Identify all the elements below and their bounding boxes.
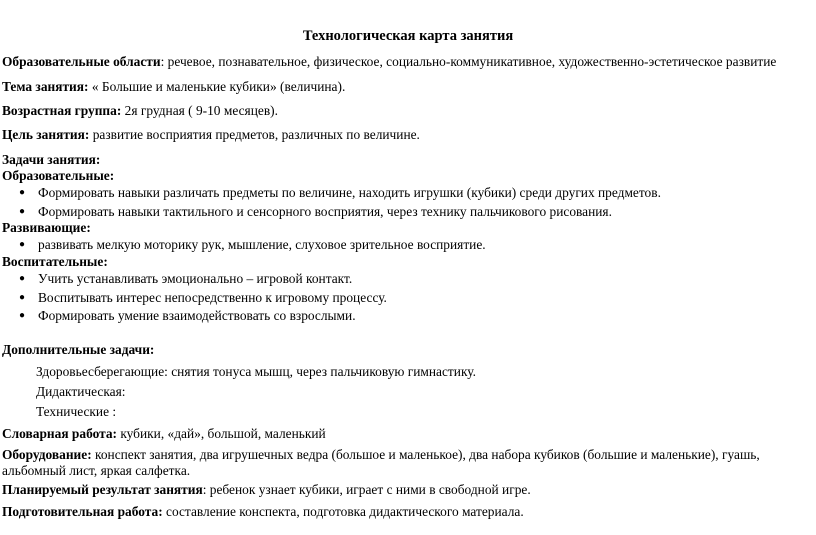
vocab-label: Словарная работа: <box>2 426 117 441</box>
additional-item-2: Дидактическая: <box>36 384 126 399</box>
tasks-heading: Задачи занятия: <box>2 152 101 167</box>
bullet-icon: ● <box>18 187 26 198</box>
document-title: Технологическая карта занятия <box>302 28 514 44</box>
goal-line <box>2 127 812 143</box>
result-line <box>2 482 812 498</box>
educational-item-1: Формировать навыки различать предметы по величине, находить игрушки (кубики) среди других предметов. <box>38 185 661 200</box>
bullet-icon: ● <box>18 273 26 284</box>
additional-item-1: Здоровьесберегающие: снятия тонуса мышц, через пальчиковую гимнастику. <box>36 364 476 379</box>
topic-text: « Большие и маленькие кубики» (величина). <box>88 79 346 94</box>
areas-text: : речевое, познавательное, физическое, социально-коммуникативное, художественно-эстетическое развитие <box>160 54 777 69</box>
upbringing-item-2: Воспитывать интерес непосредственно к игровому процессу. <box>38 290 387 305</box>
upbringing-item-3: Формировать умение взаимодействовать со взрослыми. <box>38 308 356 323</box>
goal-text: развитие восприятия предметов, различных по величине. <box>89 127 420 142</box>
age-group-text: 2я грудная ( 9-10 месяцев). <box>121 103 278 118</box>
topic-line <box>2 79 812 95</box>
prep-line <box>2 504 812 520</box>
bullet-icon: ● <box>18 292 26 303</box>
areas-label: Образовательные области <box>2 54 161 69</box>
equipment-text: конспект занятия, два игрушечных ведра (большое и маленькое), два набора кубиков (большие и маленькие), гуашь, альбомный лист, яркая салфетка. <box>2 447 760 478</box>
equipment-label: Оборудование: <box>2 447 92 462</box>
vocab-text: кубики, «дай», большой, маленький <box>117 426 326 441</box>
additional-item-3: Технические : <box>36 404 117 419</box>
result-label: Планируемый результат занятия <box>2 482 203 497</box>
upbringing-item-1: Учить устанавливать эмоционально – игровой контакт. <box>38 271 353 286</box>
equipment-line <box>2 447 812 479</box>
bullet-icon: ● <box>18 310 26 321</box>
prep-text: составление конспекта, подготовка дидактического материала. <box>162 504 524 519</box>
topic-label: Тема занятия: <box>2 79 89 94</box>
bullet-icon: ● <box>18 239 26 250</box>
educational-heading: Образовательные: <box>2 168 115 183</box>
areas-line <box>2 54 812 70</box>
educational-item-2: Формировать навыки тактильного и сенсорного восприятия, через технику пальчикового рисования. <box>38 204 612 219</box>
bullet-icon: ● <box>18 206 26 217</box>
prep-label: Подготовительная работа: <box>2 504 163 519</box>
developing-item-1: развивать мелкую моторику рук, мышление, слуховое зрительное восприятие. <box>38 237 486 252</box>
developing-heading: Развивающие: <box>2 220 91 235</box>
result-text: : ребенок узнает кубики, играет с ними в свободной игре. <box>202 482 531 497</box>
upbringing-heading: Воспитательные: <box>2 254 108 269</box>
vocab-line <box>2 426 812 442</box>
age-group-line <box>2 103 812 119</box>
additional-heading: Дополнительные задачи: <box>2 342 155 357</box>
age-group-label: Возрастная группа: <box>2 103 122 118</box>
goal-label: Цель занятия: <box>2 127 90 142</box>
